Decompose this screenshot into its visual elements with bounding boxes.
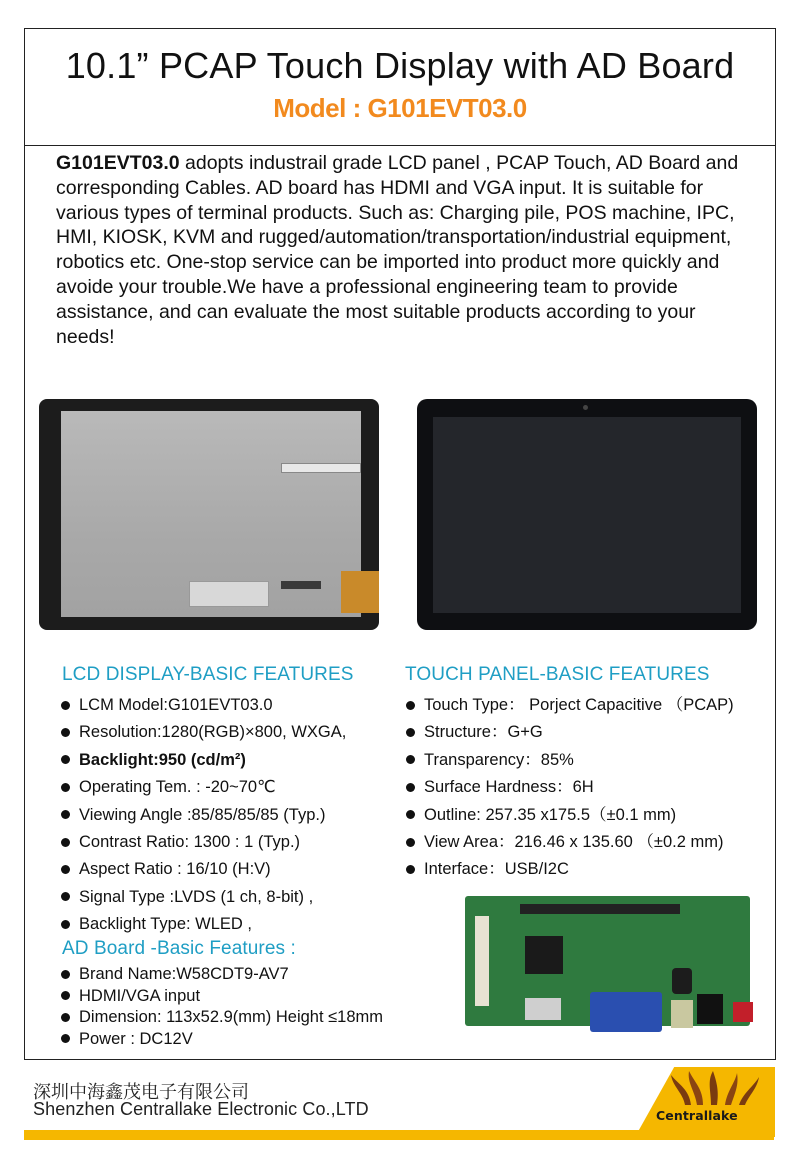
touch-glass <box>433 417 741 613</box>
camera-dot-icon <box>583 405 588 410</box>
list-item: Power : DC12V <box>61 1029 383 1051</box>
brand-logo-text: Centrallake <box>656 1108 738 1123</box>
list-item: Viewing Angle :85/85/85/85 (Typ.) <box>61 802 346 829</box>
company-name-cn: 深圳中海鑫茂电子有限公司 <box>33 1082 249 1103</box>
list-item: Interface：USB/I2C <box>406 856 734 883</box>
list-item: Touch Type： Porject Capacitive （PCAP) <box>406 692 734 719</box>
lcd-features-heading: LCD DISPLAY-BASIC FEATURES <box>62 664 354 685</box>
lcd-panel-photo <box>39 399 379 630</box>
list-item: Signal Type :LVDS (1 ch, 8-bit) , <box>61 884 346 911</box>
list-item: Surface Hardness：6H <box>406 774 734 801</box>
list-item: Backlight Type: WLED , <box>61 911 346 938</box>
lcd-barcode-sticker <box>189 581 269 607</box>
content-box <box>24 145 776 1060</box>
list-item: Dimension: 113x52.9(mm) Height ≤18mm <box>61 1007 383 1029</box>
brand-logo <box>635 1067 775 1137</box>
lcd-connector <box>281 581 321 589</box>
lcd-panel-back <box>61 411 361 617</box>
side-connector <box>475 916 489 1006</box>
list-item: Brand Name:W58CDT9-AV7 <box>61 964 383 986</box>
ad-board-features-list <box>61 964 383 1050</box>
list-item: Transparency：85% <box>406 747 734 774</box>
lcd-flex-cable <box>341 571 379 613</box>
capacitor <box>672 968 692 994</box>
touch-features-list <box>406 692 734 884</box>
intro-text: adopts industrail grade LCD panel , PCAP Touch, AD Board and corresponding Cables. AD board has HDMI and VGA input. It is suitable for various types of terminal products. Such as: Charging pile, POS machine, IPC, HMI, KIOSK, KVM and rugged/automation/transportation/industrial equipment, robotics etc. One-stop service can be imported into product more quickly and avoide your trouble.We have a professional engineering team to provide assistance, and can evaluate the most suitable products according to your needs! <box>56 152 739 348</box>
intro-paragraph <box>56 151 756 349</box>
pin-header <box>520 904 680 914</box>
ad-board-photo <box>465 888 750 1033</box>
red-connector <box>733 1002 753 1022</box>
list-item: Contrast Ratio: 1300 : 1 (Typ.) <box>61 829 346 856</box>
touch-panel-photo <box>417 399 757 630</box>
lcd-features-list <box>61 692 346 939</box>
model-subtitle: Model : G101EVT03.0 <box>273 93 527 123</box>
list-item: HDMI/VGA input <box>61 986 383 1008</box>
hdmi-port <box>525 998 561 1020</box>
list-item: Aspect Ratio : 16/10 (H:V) <box>61 856 346 883</box>
list-item: Resolution:1280(RGB)×800, WXGA, <box>61 719 346 746</box>
list-item: Outline: 257.35 x175.5（±0.1 mm) <box>406 802 734 829</box>
list-item: Operating Tem. : -20~70℃ <box>61 774 346 801</box>
main-chip <box>525 936 563 974</box>
list-item: Backlight:950 (cd/m²) <box>61 747 346 774</box>
pcb <box>465 896 750 1026</box>
dc-power-jack <box>697 994 723 1024</box>
lcd-label-sticker <box>281 463 361 473</box>
intro-model-name: G101EVT03.0 <box>56 152 180 174</box>
title-box <box>24 28 776 146</box>
page-title: 10.1” PCAP Touch Display with AD Board <box>65 45 735 86</box>
company-name-en: Shenzhen Centrallake Electronic Co.,LTD <box>33 1099 369 1119</box>
touch-features-heading: TOUCH PANEL-BASIC FEATURES <box>405 664 710 685</box>
vga-port <box>590 992 662 1032</box>
list-item: View Area：216.46 x 135.60 （±0.2 mm) <box>406 829 734 856</box>
ad-board-heading: AD Board -Basic Features : <box>62 938 296 959</box>
audio-jack <box>671 1000 693 1028</box>
flame-logo-icon <box>665 1071 765 1105</box>
list-item: Structure：G+G <box>406 719 734 746</box>
list-item: LCM Model:G101EVT03.0 <box>61 692 346 719</box>
